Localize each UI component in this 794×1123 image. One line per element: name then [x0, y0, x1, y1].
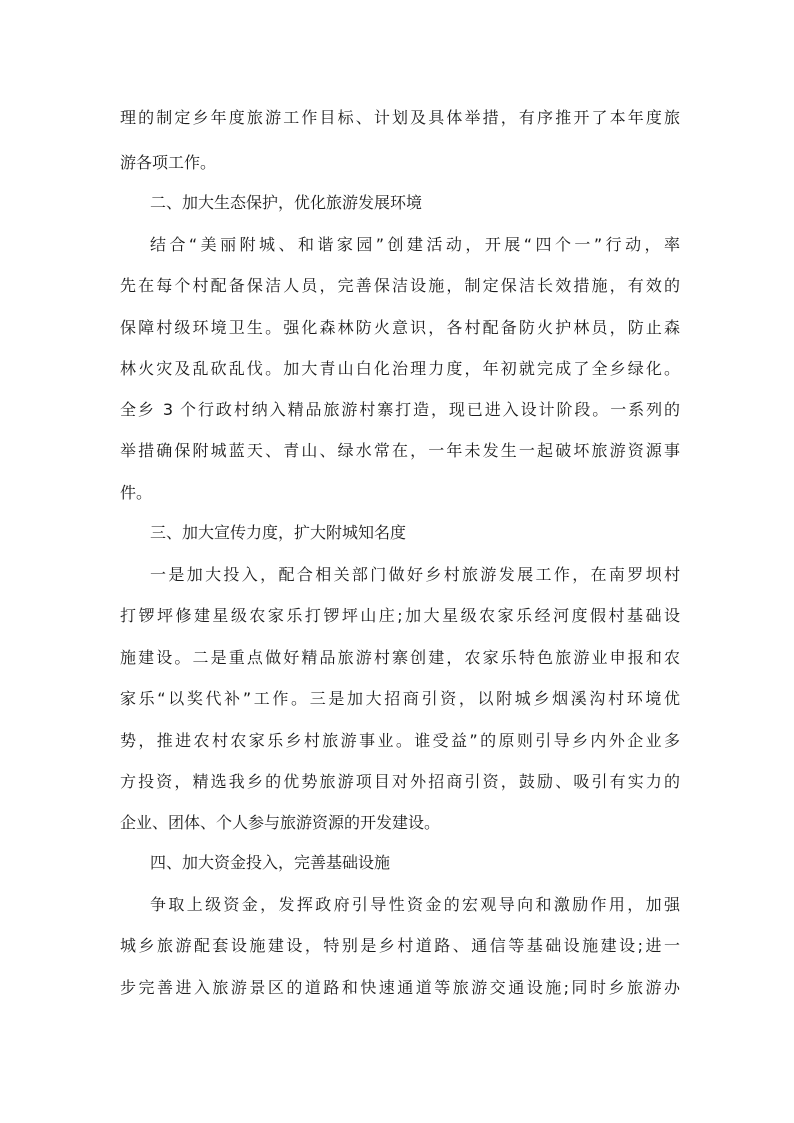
- body-text-line: 结合“美丽附城、和谐家园”创建活动，开展“四个一”行动，率: [150, 235, 680, 254]
- body-text-line: 家乐“以奖代补”工作。三是加大招商引资，以附城乡烟溪沟村环境优: [120, 689, 680, 708]
- body-text-line: 举措确保附城蓝天、青山、绿水常在，一年未发生一起破坏旅游资源事: [120, 441, 680, 460]
- body-text-line: 方投资，精选我乡的优势旅游项目对外招商引资，鼓励、吸引有实力的: [120, 772, 680, 791]
- body-text-line: 打锣坪修建星级农家乐打锣坪山庄;加大星级农家乐经河度假村基础设: [120, 606, 680, 625]
- body-text-line: 步完善进入旅游景区的道路和快速通道等旅游交通设施;同时乡旅游办: [120, 978, 680, 997]
- body-text-line: 城乡旅游配套设施建设，特别是乡村道路、通信等基础设施建设;进一: [120, 936, 680, 955]
- body-text-line: 全乡 3 个行政村纳入精品旅游村寨打造，现已进入设计阶段。一系列的: [120, 400, 680, 419]
- body-text-line: 施建设。二是重点做好精品旅游村寨创建，农家乐特色旅游业申报和农: [120, 648, 680, 667]
- body-text-line: 先在每个村配备保洁人员，完善保洁设施，制定保洁长效措施，有效的: [120, 276, 680, 295]
- body-text-line: 争取上级资金，发挥政府引导性资金的宏观导向和激励作用，加强: [150, 895, 680, 914]
- body-text-line: 游各项工作。: [120, 153, 217, 172]
- body-text-line: 保障村级环境卫生。强化森林防火意识，各村配备防火护林员，防止森: [120, 318, 680, 337]
- body-text-line: 林火灾及乱砍乱伐。加大青山白化治理力度，年初就完成了全乡绿化。: [120, 359, 680, 378]
- section-heading-4: 四、加大资金投入，完善基础设施: [150, 853, 391, 872]
- section-heading-2: 二、加大生态保护，优化旅游发展环境: [150, 193, 423, 212]
- body-text-line: 势，推进农村农家乐乡村旅游事业。谁受益”的原则引导乡内外企业多: [120, 731, 680, 750]
- body-text-line: 理的制定乡年度旅游工作目标、计划及具体举措，有序推开了本年度旅: [120, 108, 680, 127]
- body-text-line: 件。: [120, 483, 153, 502]
- body-text-line: 一是加大投入，配合相关部门做好乡村旅游发展工作，在南罗坝村: [150, 565, 680, 584]
- body-text-line: 企业、团体、个人参与旅游资源的开发建设。: [120, 813, 441, 832]
- section-heading-3: 三、加大宣传力度，扩大附城知名度: [150, 523, 407, 542]
